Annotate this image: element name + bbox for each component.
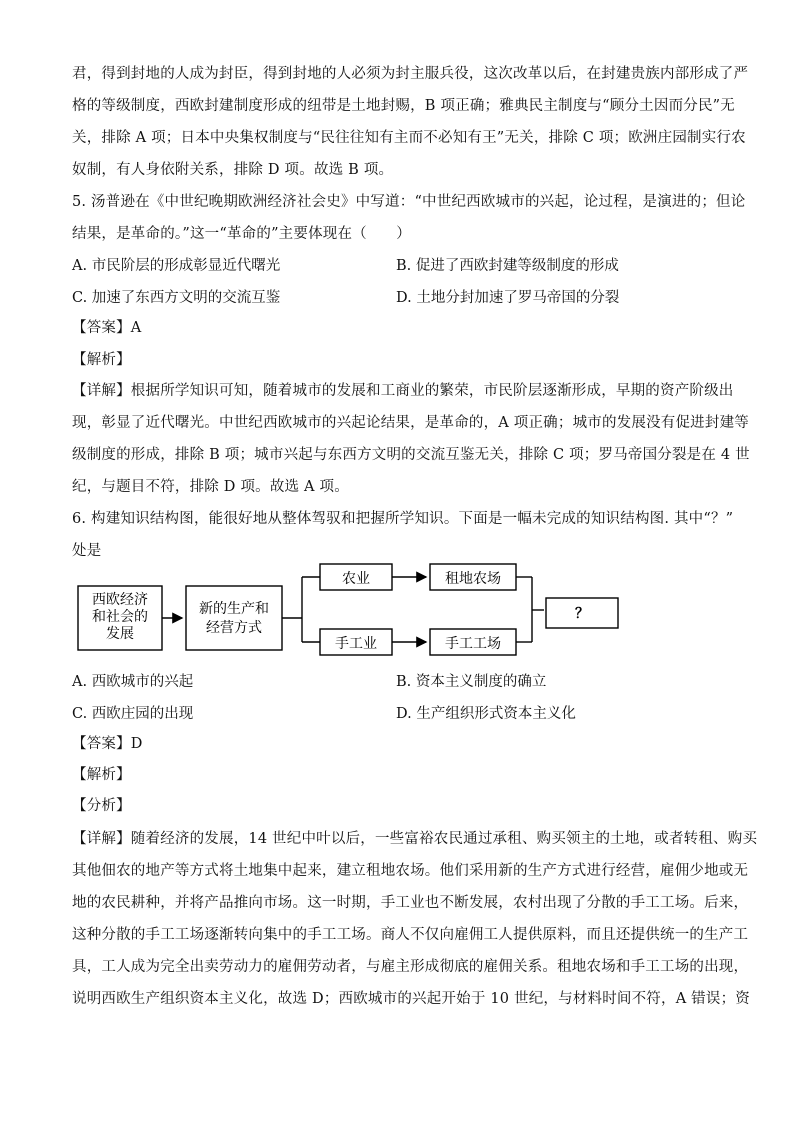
- farm-label: 租地农场: [445, 571, 501, 587]
- q6-option-c: C. 西欧庄园的出现: [72, 706, 194, 722]
- q5-detail-line: 现，彰显了近代曙光。中世纪西欧城市的兴起论结果，是革命的，A 项正确；城市的发展没有促进封建等: [72, 415, 749, 431]
- box1-line: 和社会的: [92, 609, 148, 625]
- q6-answer: 【答案】D: [72, 736, 143, 752]
- q6-option-d: D. 生产组织形式资本主义化: [396, 706, 576, 722]
- q5-detail-line: 纪，与题目不符，排除 D 项。故选 A 项。: [72, 479, 349, 495]
- q5-option-b: B. 促进了西欧封建等级制度的形成: [396, 258, 619, 274]
- handicraft-label: 手工业: [335, 636, 377, 652]
- knowledge-structure-diagram: [74, 562, 626, 662]
- q5-option-c: C. 加速了东西方文明的交流互鉴: [72, 290, 281, 306]
- box-new-production: [186, 586, 282, 650]
- text-line: 格的等级制度，西欧封建制度形成的纽带是土地封赐，B 项正确；雅典民主制度与“顾分土因而分民”无: [72, 98, 735, 114]
- question-6-stem: 6. 构建知识结构图，能很好地从整体驾驭和把握所学知识。下面是一幅未完成的知识结构图. 其中“？”: [72, 511, 734, 527]
- q6-detail-line: 说明西欧生产组织资本主义化，故选 D；西欧城市的兴起开始于 10 世纪，与材料时间不符，A 错误；资: [72, 991, 750, 1007]
- q5-analysis-label: 【解析】: [72, 352, 131, 368]
- box1-line: 发展: [106, 626, 134, 642]
- q6-analysis-label: 【解析】: [72, 767, 131, 783]
- text-line: 君，得到封地的人成为封臣，得到封地的人必须为封主服兵役，这次改革以后，在封建贵族内部形成了严: [72, 66, 749, 82]
- q5-detail-line: 级制度的形成，排除 B 项；城市兴起与东西方文明的交流互鉴无关，排除 C 项；罗马帝国分裂是在 4 世: [72, 447, 750, 463]
- agriculture-label: 农业: [342, 571, 370, 587]
- unknown-label: ？: [575, 606, 589, 622]
- q6-option-b: B. 资本主义制度的确立: [396, 674, 547, 690]
- q5-answer: 【答案】A: [72, 320, 142, 336]
- q6-detail-line: 【详解】随着经济的发展，14 世纪中叶以后，一些富裕农民通过承租、购买领主的土地，或者转租、购买: [72, 831, 758, 847]
- question-6-stem: 处是: [72, 543, 102, 559]
- question-5-stem: 5. 汤普逊在《中世纪晚期欧洲经济社会史》中写道：“中世纪西欧城市的兴起，论过程，是演进的；但论: [72, 194, 746, 210]
- q6-detail-line: 具，工人成为完全出卖劳动力的雇佣劳动者，与雇主形成彻底的雇佣关系。租地农场和手工工场的出现，: [72, 959, 749, 975]
- text-line: 关，排除 A 项；日本中央集权制度与“民往往知有主而不必知有王”无关，排除 C 项；欧洲庄园制实行农: [72, 130, 746, 146]
- q6-detail-line: 其他佃农的地产等方式将土地集中起来，建立租地农场。他们采用新的生产方式进行经营，雇佣少地或无: [72, 863, 749, 879]
- q5-option-a: A. 市民阶层的形成彰显近代曙光: [72, 258, 281, 274]
- q6-detail-line: 这种分散的手工工场逐渐转向集中的手工工场。商人不仅向雇佣工人提供原料，而且还提供统一的生产工: [72, 927, 749, 943]
- q5-detail-line: 【详解】根据所学知识可知，随着城市的发展和工商业的繁荣，市民阶层逐渐形成，早期的资产阶级出: [72, 383, 734, 399]
- q6-fenxi-label: 【分析】: [72, 798, 131, 814]
- workshop-label: 手工工场: [445, 636, 501, 652]
- q5-option-d: D. 土地分封加速了罗马帝国的分裂: [396, 290, 620, 306]
- q6-detail-line: 地的农民耕种，并将产品推向市场。这一时期，手工业也不断发展，农村出现了分散的手工工场。后来，: [72, 895, 749, 911]
- box1-line: 西欧经济: [92, 592, 148, 608]
- question-5-stem: 结果，是革命的。”这一“革命的”主要体现在（ ）: [72, 226, 411, 242]
- q6-option-a: A. 西欧城市的兴起: [72, 674, 194, 690]
- box2-line: 经营方式: [206, 620, 262, 636]
- box2-line: 新的生产和: [199, 601, 269, 617]
- text-line: 奴制，有人身依附关系，排除 D 项。故选 B 项。: [72, 162, 394, 178]
